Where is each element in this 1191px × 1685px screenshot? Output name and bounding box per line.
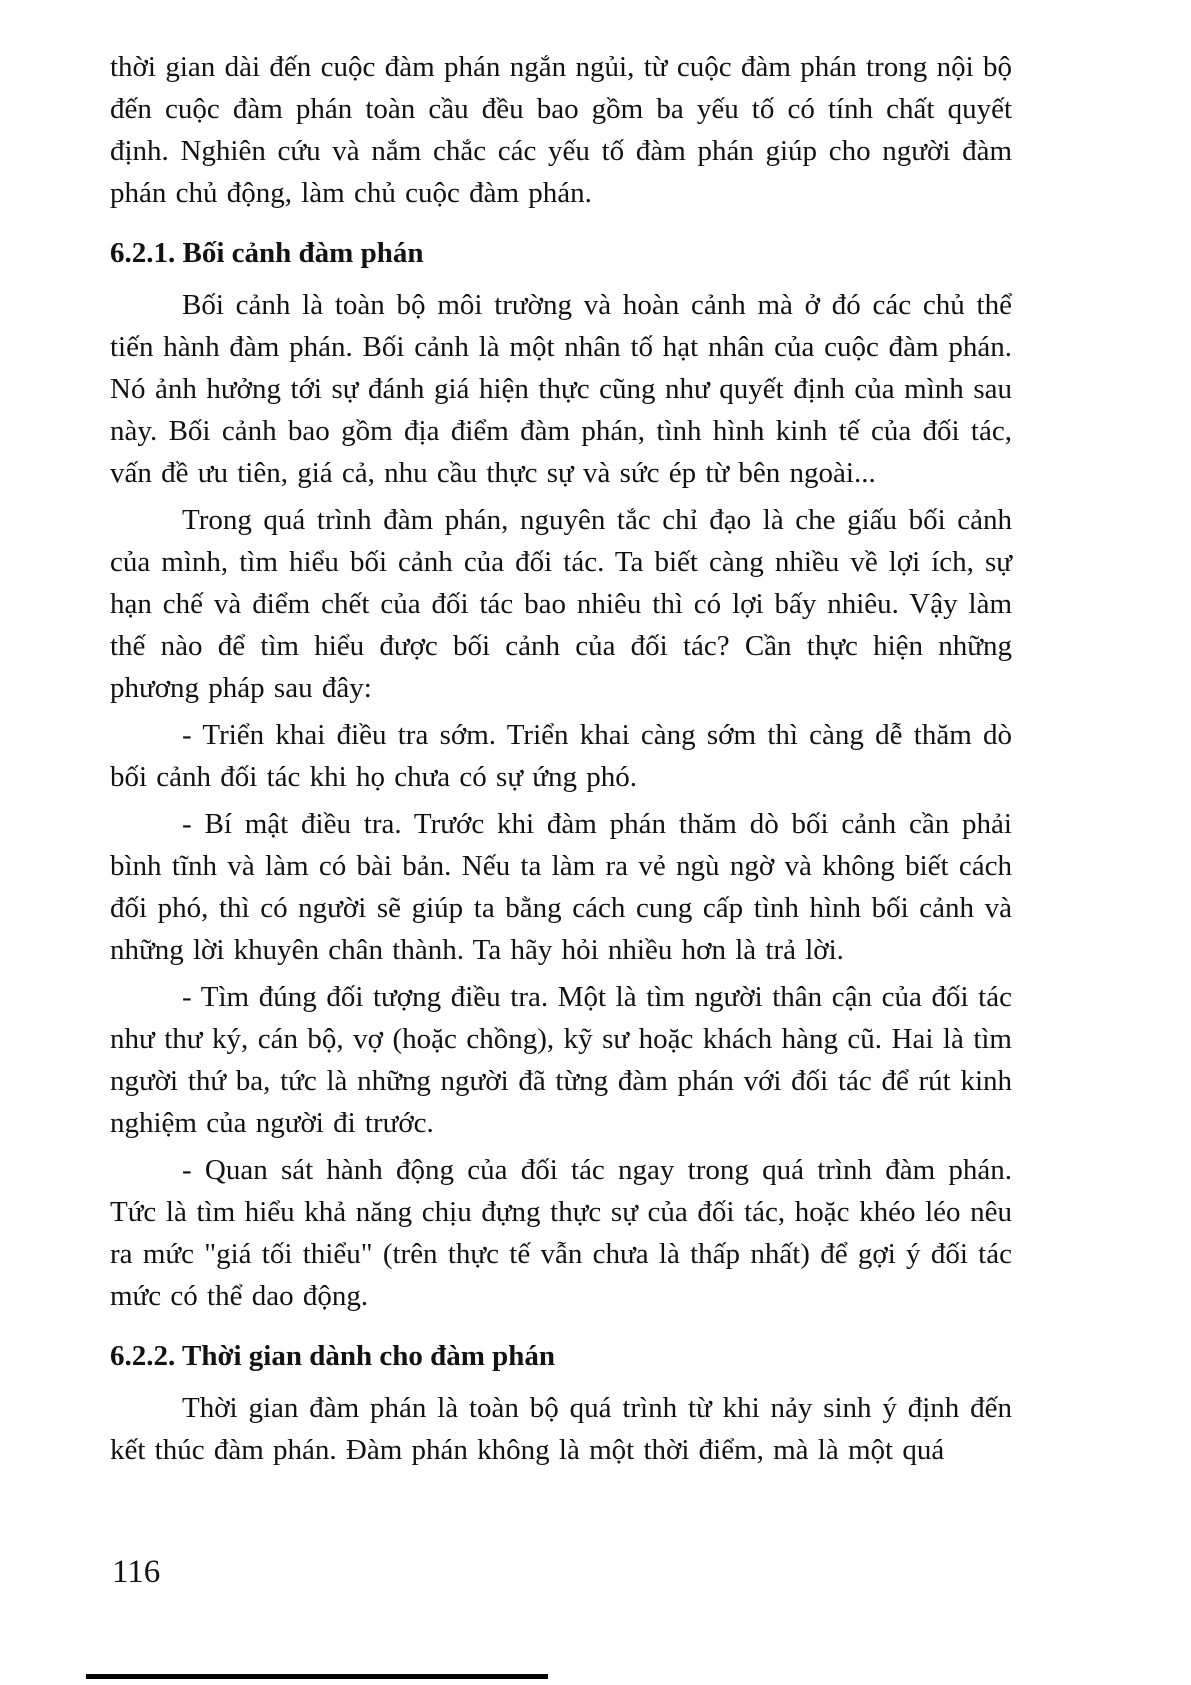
section-heading-622: 6.2.2. Thời gian dành cho đàm phán (110, 1340, 556, 1372)
paragraph: - Quan sát hành động của đối tác ngay trong quá trình đàm phán. Tức là tìm hiểu khả năng chịu đựng thực sự của đối tác, hoặc khéo léo nêu ra mức "giá tối thiểu" (trên thực tế vẫn chưa là thấp nhất) để gợi ý đối tác mức có thể dao động. (110, 1154, 1012, 1312)
paragraph: Thời gian đàm phán là toàn bộ quá trình từ khi nảy sinh ý định đến kết thúc đàm phán. Đàm phán không là một thời điểm, mà là một quá (110, 1392, 1012, 1466)
paragraph: Trong quá trình đàm phán, nguyên tắc chỉ đạo là che giấu bối cảnh của mình, tìm hiểu bối cảnh của đối tác. Ta biết càng nhiều về lợi ích, sự hạn chế và điểm chết của đối tác bao nhiêu thì có lợi bấy nhiêu. Vậy làm thế nào để tìm hiểu được bối cảnh của đối tác? Cần thực hiện những phương pháp sau đây: (110, 504, 1012, 704)
paragraph-continuation: thời gian dài đến cuộc đàm phán ngắn ngủi, từ cuộc đàm phán trong nội bộ đến cuộc đàm phán toàn cầu đều bao gồm ba yếu tố có tính chất quyết định. Nghiên cứu và nắm chắc các yếu tố đàm phán giúp cho người đàm phán chủ động, làm chủ cuộc đàm phán. (110, 51, 1012, 209)
page-number: 116 (112, 1554, 161, 1590)
page-content (110, 46, 1012, 1476)
paragraph: - Triển khai điều tra sớm. Triển khai càng sớm thì càng dễ thăm dò bối cảnh đối tác khi họ chưa có sự ứng phó. (110, 719, 1012, 793)
section-heading-621: 6.2.1. Bối cảnh đàm phán (110, 237, 424, 269)
paragraph: - Bí mật điều tra. Trước khi đàm phán thăm dò bối cảnh cần phải bình tĩnh và làm có bài bản. Nếu ta làm ra vẻ ngù ngờ và không biết cách đối phó, thì có người sẽ giúp ta bằng cách cung cấp tình hình bối cảnh và những lời khuyên chân thành. Ta hãy hỏi nhiều hơn là trả lời. (110, 808, 1012, 966)
paragraph: Bối cảnh là toàn bộ môi trường và hoàn cảnh mà ở đó các chủ thể tiến hành đàm phán. Bối cảnh là một nhân tố hạt nhân của cuộc đàm phán. Nó ảnh hưởng tới sự đánh giá hiện thực cũng như quyết định của mình sau này. Bối cảnh bao gồm địa điểm đàm phán, tình hình kinh tế của đối tác, vấn đề ưu tiên, giá cả, nhu cầu thực sự và sức ép từ bên ngoài... (110, 289, 1012, 489)
footer-rule (86, 1674, 548, 1679)
paragraph: - Tìm đúng đối tượng điều tra. Một là tìm người thân cận của đối tác như thư ký, cán bộ, vợ (hoặc chồng), kỹ sư hoặc khách hàng cũ. Hai là tìm người thứ ba, tức là những người đã từng đàm phán với đối tác để rút kinh nghiệm của người đi trước. (110, 981, 1012, 1139)
